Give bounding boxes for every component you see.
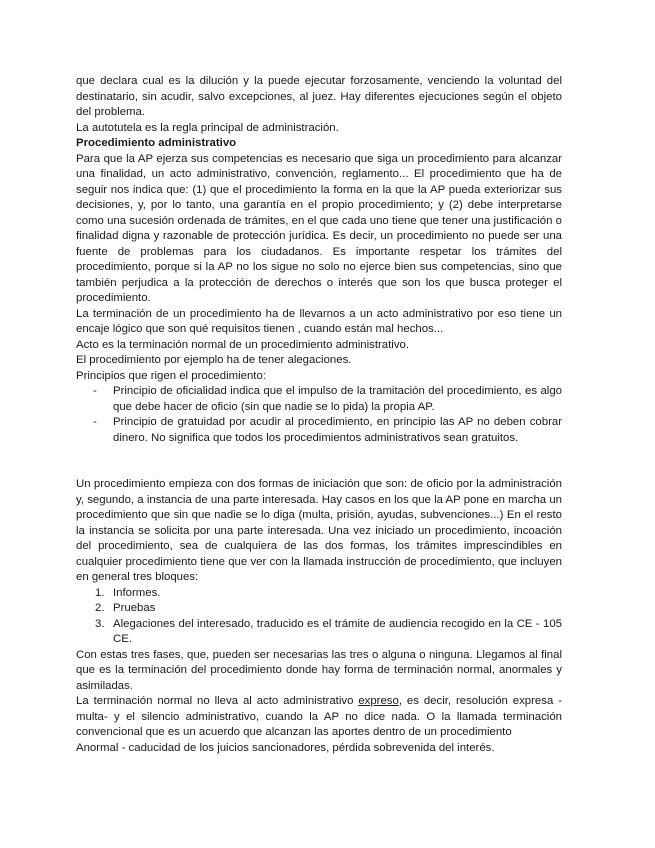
list-item [76, 617, 562, 648]
section-heading: Procedimiento administrativo [76, 137, 237, 149]
list-item [76, 586, 562, 602]
blank-line [76, 462, 562, 478]
instruction-blocks-list [76, 586, 562, 648]
bullet-marker: - [93, 385, 97, 397]
paragraph-anormal: Anormal - caducidad de los juicios sancionadores, pérdida sobrevenida del interés. [76, 741, 495, 754]
list-item-text: Principio de oficialidad indica que el impulso de la tramitación del procedimiento, es algo que debe hacer de oficio (sin que nadie se lo pida) la propia AP. [113, 385, 562, 413]
list-item [76, 415, 562, 446]
number-marker: 1. [95, 586, 105, 599]
list-item [76, 384, 562, 415]
paragraph-terminacion-normal [76, 694, 562, 741]
paragraph-alegaciones: El procedimiento por ejemplo ha de tener alegaciones. [76, 354, 352, 366]
blank-line [76, 446, 562, 462]
paragraph-terminacion: La terminación de un procedimiento ha de llevarnos a un acto administrativo por eso tiene un encaje lógico que son qué requisitos tienen , cuando están mal hechos... [76, 307, 562, 335]
list-item [76, 601, 562, 617]
document-page [76, 74, 562, 756]
text-run: La terminación normal no lleva al acto administrativo [76, 695, 359, 707]
paragraph-fases: Con estas tres fases, que, pueden ser necesarias las tres o alguna o ninguna. Llegamos al final que es la terminación del procedimiento donde hay forma de terminación normal, anormales y asimiladas. [76, 648, 562, 692]
bullet-marker: - [93, 416, 97, 428]
paragraph-autotutela: La autotutela es la regla principal de administración. [76, 121, 339, 134]
list-item-text: Principio de gratuidad por acudir al procedimiento, en principio las AP no deben cobrar dinero. No significa que todos los procedimientos administrativos sean gratuitos. [113, 416, 562, 444]
paragraph-acto: Acto es la terminación normal de un procedimiento administrativo. [76, 338, 410, 351]
list-item-text: Informes. [113, 586, 161, 599]
list-item-text: Pruebas [113, 602, 156, 614]
number-marker: 2. [95, 602, 105, 614]
underlined-term: expreso [358, 695, 399, 707]
paragraph-procedimiento: Para que la AP ejerza sus competencias es necesario que siga un procedimiento para alcanzar una finalidad, un acto administrativo, convención, reglamento... El procedimiento que ha de seguir nos indica que: (1) que el procedimiento la forma en la que la AP pueda exteriorizar sus decisiones, y, por lo tanto, una garantía en el propio procedimiento; y (2) debe interpretarse como una sucesión ordenada de trámites, en el que cada uno tiene que tener una justificación o finalidad digna y razonable de protección jurídica. Es decir, un procedimiento no puede ser una fuente de problemas para los ciudadanos. Es importante respetar los trámites del procedimiento, porque si la AP no los sigue no solo no ejerce bien sus competencias, sino que también perjudica a la protección de derechos o interés que son los que busca proteger el procedimiento. [76, 152, 562, 304]
number-marker: 3. [95, 617, 105, 630]
paragraph-principios-intro: Principios que rigen el procedimiento: [76, 369, 266, 382]
list-item-text: Alegaciones del interesado, traducido es el trámite de audiencia recogido en la CE - 105 CE. [113, 617, 562, 645]
principles-list [76, 384, 562, 446]
text-run: , es decir, resolución expresa - multa- y el silencio administrativo, cuando la AP no dice nada. O la llamada terminación convencional que es un acuerdo que alcanzan las aportes dentro de un procedimiento [76, 695, 562, 738]
paragraph-iniciacion: Un procedimiento empieza con dos formas de iniciación que son: de oficio por la administración y, segundo, a instancia de una parte interesada. Hay casos en los que la AP pone en marcha un procedimiento que sin que nadie se lo diga (multa, prisión, ayudas, subvenciones...) En el resto la instancia se solicita por una parte interesada. Una vez iniciado un procedimiento, incoación del procedimiento, sea de cualquiera de las dos formas, los trámites imprescindibles en cualquier procedimiento tiene que ver con la llamada instrucción de procedimiento, que incluyen en general tres bloques: [76, 478, 562, 583]
paragraph-ejecucion: que declara cual es la dilución y la puede ejecutar forzosamente, venciendo la voluntad del destinatario, sin acudir, salvo excepciones, al juez. Hay diferentes ejecuciones según el objeto del problema. [76, 75, 562, 118]
